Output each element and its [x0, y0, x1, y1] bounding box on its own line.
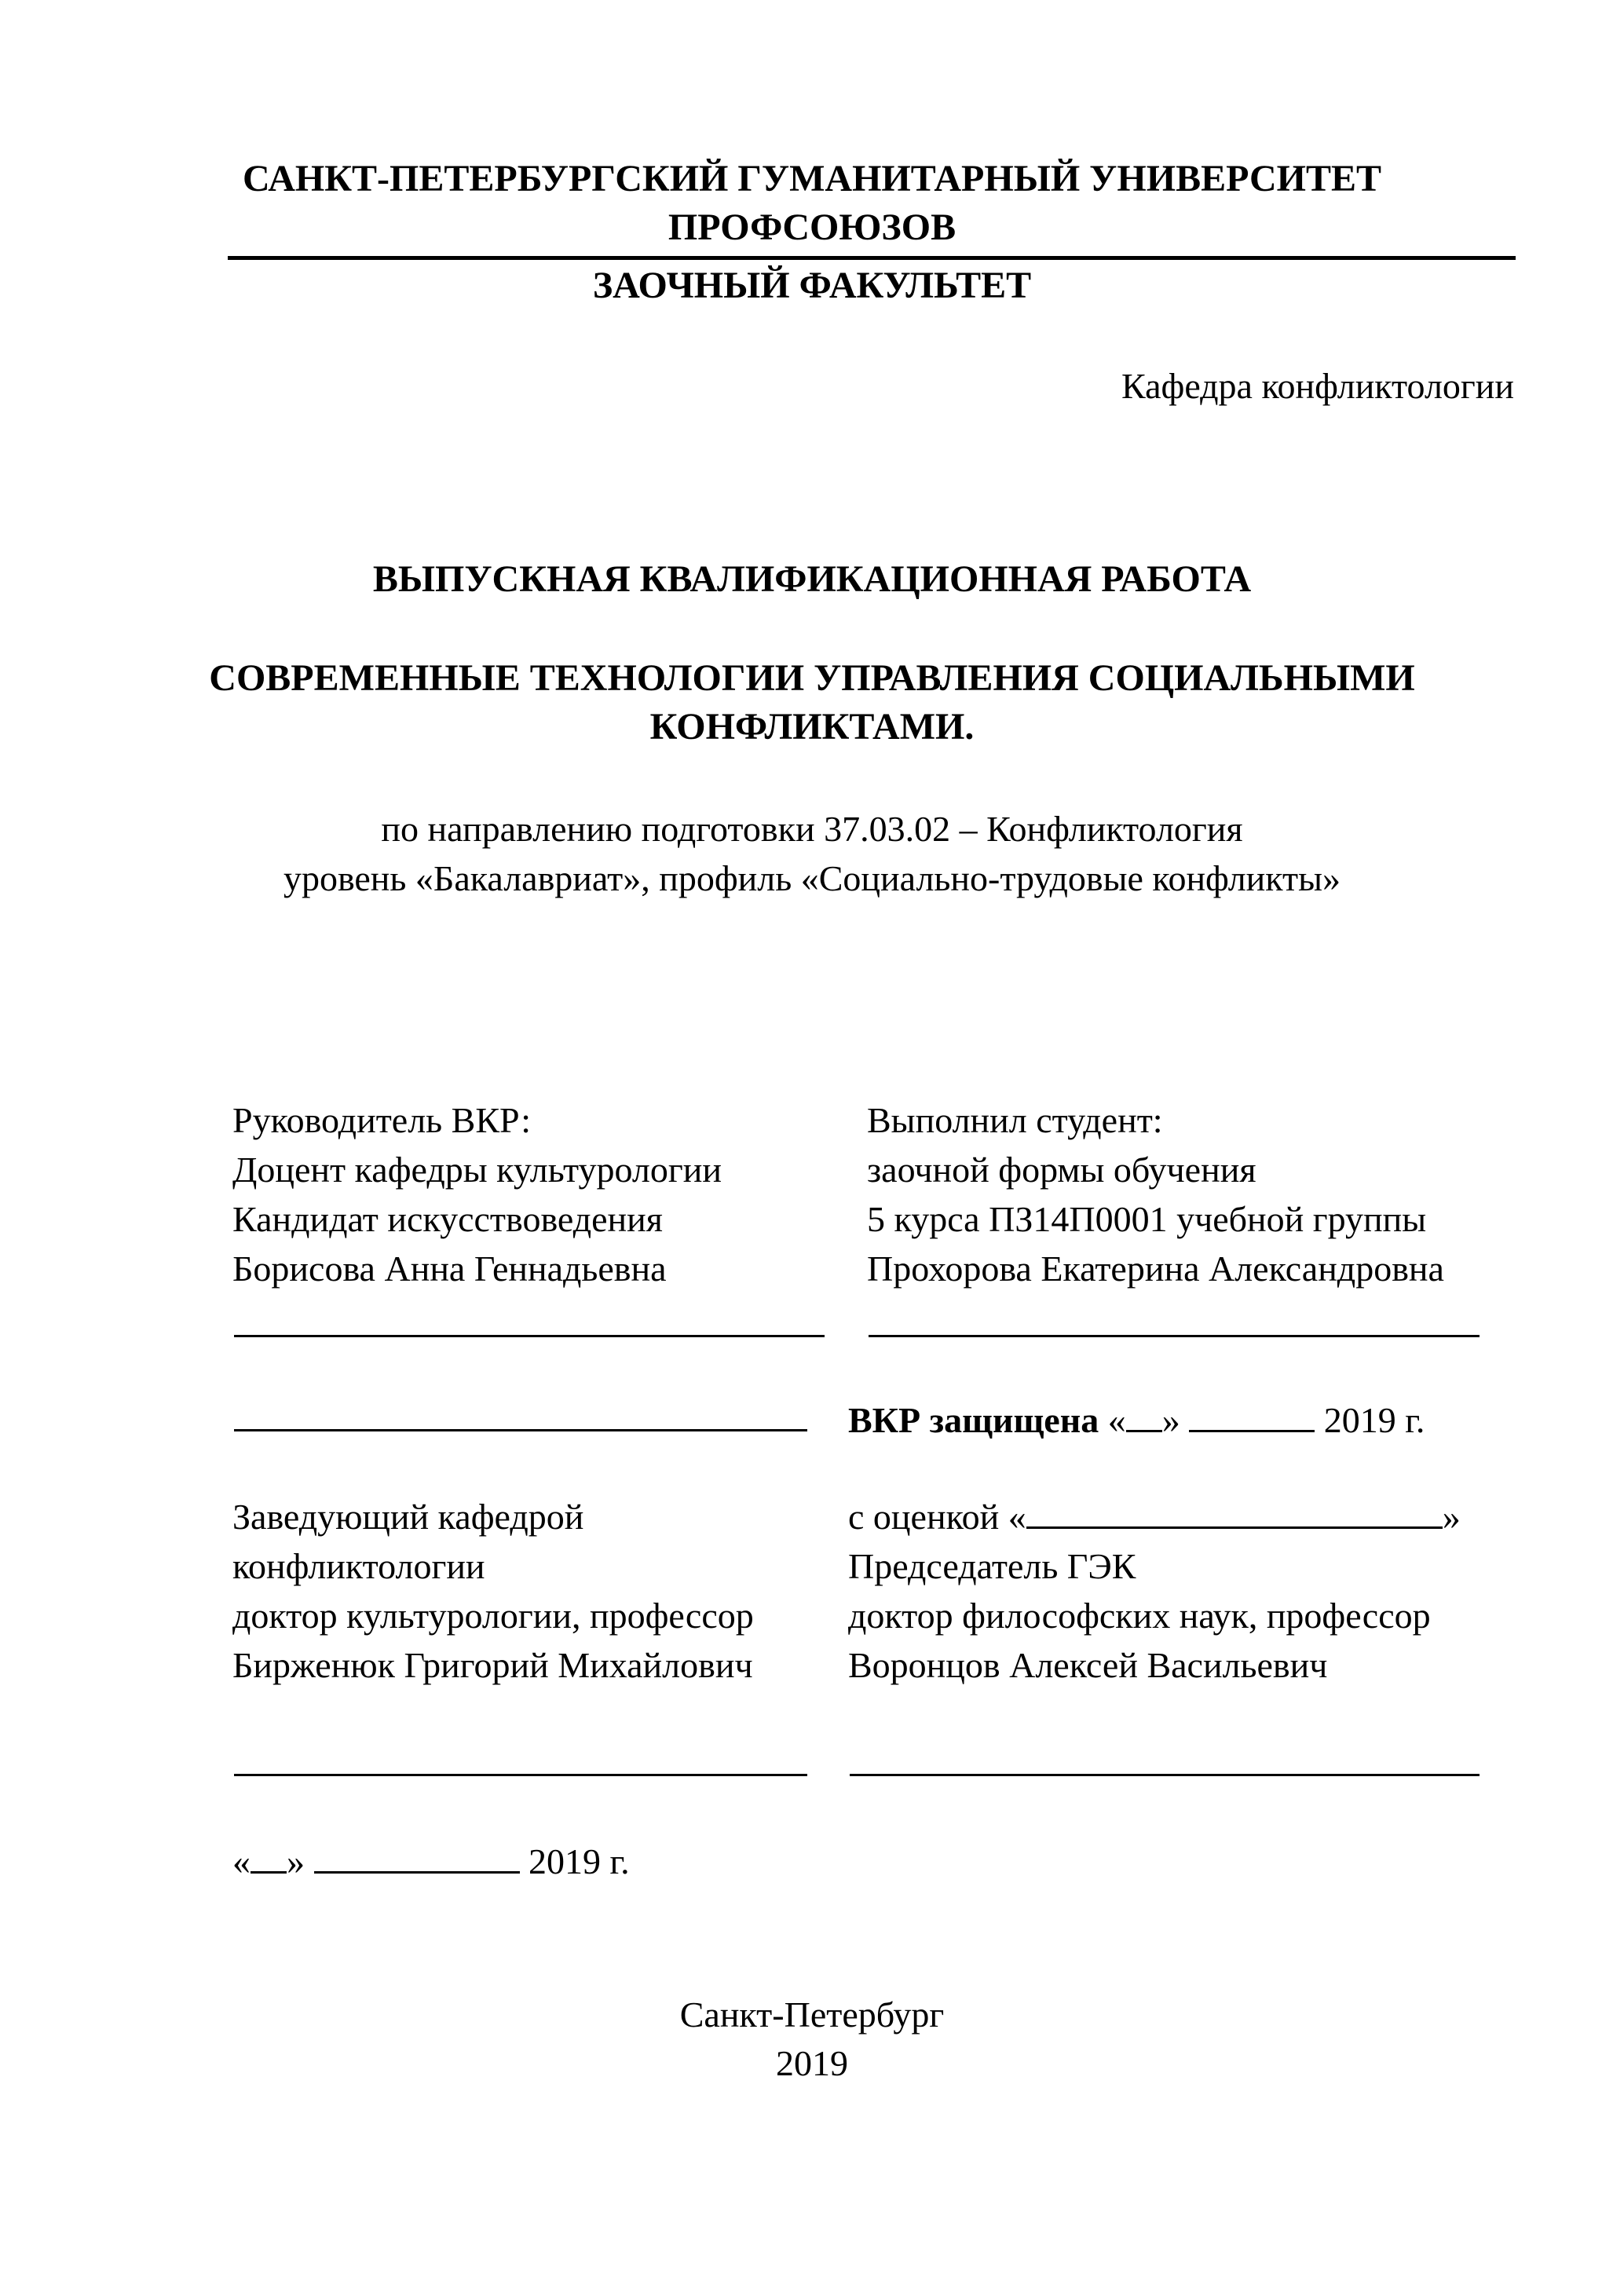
- date-open-quote: «: [232, 1841, 251, 1881]
- topic-line2: КОНФЛИКТАМИ.: [649, 706, 975, 748]
- university-name-line1: САНКТ-ПЕТЕРБУРГСКИЙ ГУМАНИТАРНЫЙ УНИВЕРСИТЕТ: [242, 158, 1382, 199]
- supervisor-signature-line[interactable]: [234, 1335, 825, 1337]
- date-year: 2019 г.: [529, 1841, 630, 1881]
- gek-chair-name: Воронцов Алексей Васильевич: [848, 1645, 1328, 1685]
- header-divider: [228, 256, 1516, 260]
- footer-year: 2019: [776, 2043, 848, 2083]
- date-month-field[interactable]: [314, 1840, 520, 1874]
- topic-line1: СОВРЕМЕННЫЕ ТЕХНОЛОГИИ УПРАВЛЕНИЯ СОЦИАЛЬНЫМИ: [209, 657, 1415, 699]
- supervisor-degree: Кандидат искусствоведения: [232, 1199, 663, 1239]
- date-day-field[interactable]: [251, 1840, 287, 1874]
- gek-chair-signature-line[interactable]: [850, 1774, 1480, 1776]
- department-name: Кафедра конфликтологии: [1121, 366, 1514, 406]
- defense-month-field[interactable]: [1189, 1398, 1315, 1432]
- footer-city: Санкт-Петербург: [679, 1994, 945, 2035]
- faculty-name: ЗАОЧНЫЙ ФАКУЛЬТЕТ: [592, 265, 1032, 306]
- student-study-form: заочной формы обучения: [867, 1150, 1256, 1190]
- head-name: Бирженюк Григорий Михайлович: [232, 1645, 753, 1685]
- defense-day-field[interactable]: [1126, 1398, 1162, 1432]
- grade-close-quote: »: [1442, 1497, 1461, 1537]
- approval-date-line: [232, 1837, 630, 1886]
- head-signature-line[interactable]: [234, 1774, 807, 1776]
- head-degree: доктор культурологии, профессор: [232, 1596, 754, 1636]
- student-label: Выполнил студент:: [867, 1100, 1163, 1140]
- level-profile-line: уровень «Бакалавриат», профиль «Социально-трудовые конфликты»: [283, 858, 1341, 898]
- student-block: [867, 1095, 1444, 1293]
- student-name: Прохорова Екатерина Александровна: [867, 1249, 1444, 1289]
- university-name-line2: ПРОФСОЮЗОВ: [668, 207, 956, 248]
- defense-label: ВКР защищена: [848, 1400, 1099, 1440]
- grade-label: с оценкой «: [848, 1497, 1026, 1537]
- gek-chair-title: Председатель ГЭК: [848, 1546, 1136, 1586]
- defense-open-quote: «: [1107, 1400, 1126, 1440]
- supervisor-name: Борисова Анна Геннадьевна: [232, 1249, 667, 1289]
- defense-signature-line[interactable]: [234, 1429, 807, 1431]
- head-of-department-block: [232, 1492, 754, 1690]
- gek-chair-degree: доктор философских наук, профессор: [848, 1596, 1431, 1636]
- grade-line: [848, 1492, 1461, 1541]
- defense-statement: [848, 1396, 1425, 1445]
- head-title-line2: конфликтологии: [232, 1546, 485, 1586]
- work-type: ВЫПУСКНАЯ КВАЛИФИКАЦИОННАЯ РАБОТА: [372, 558, 1252, 600]
- supervisor-label: Руководитель ВКР:: [232, 1100, 532, 1140]
- student-group: 5 курса ПЗ14П0001 учебной группы: [867, 1199, 1427, 1239]
- gek-chair-block: [848, 1492, 1461, 1690]
- head-title-line1: Заведующий кафедрой: [232, 1497, 584, 1537]
- supervisor-position: Доцент кафедры культурологии: [232, 1150, 722, 1190]
- date-close-quote: »: [287, 1841, 305, 1881]
- defense-close-quote: »: [1161, 1400, 1180, 1440]
- student-signature-line[interactable]: [869, 1335, 1480, 1337]
- supervisor-block: [232, 1095, 722, 1293]
- direction-line: по направлению подготовки 37.03.02 – Конфликтология: [381, 809, 1243, 849]
- defense-year: 2019 г.: [1323, 1400, 1425, 1440]
- grade-field[interactable]: [1026, 1495, 1443, 1529]
